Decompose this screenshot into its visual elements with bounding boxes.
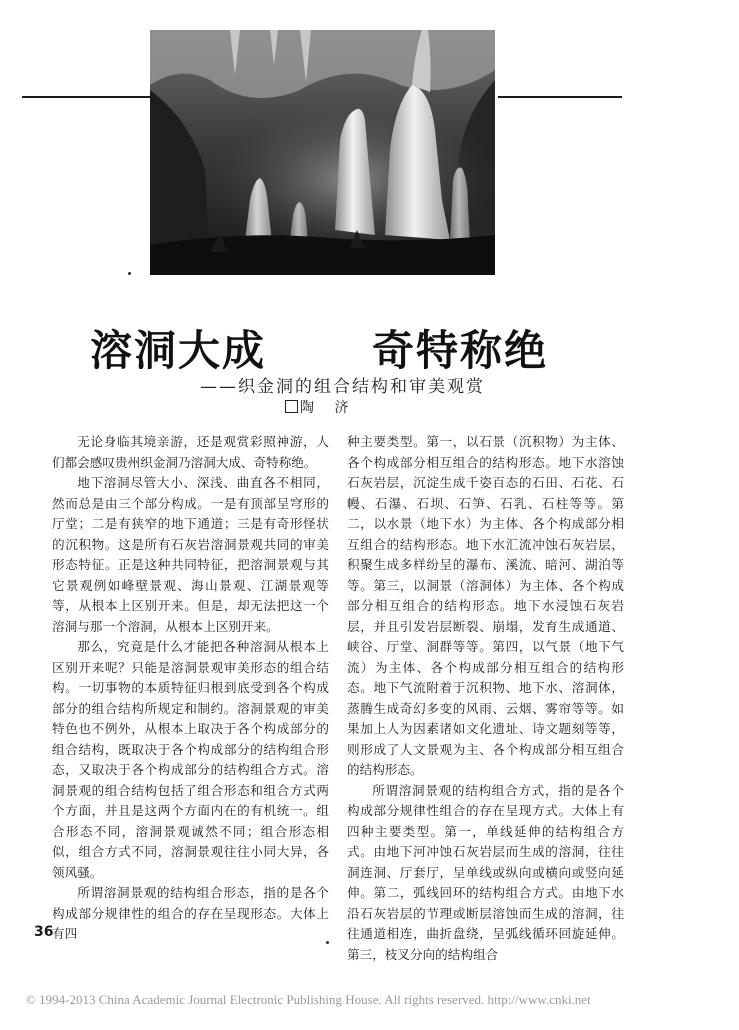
title-part-2: 奇特称绝 [372, 326, 549, 375]
author-box-icon [285, 400, 298, 413]
copyright-footer: © 1994-2013 China Academic Journal Electronic Publishing House. All rights reserved. http://www.cnki.net [26, 992, 591, 1007]
cave-photo [150, 30, 495, 275]
author-name: 陶 济 [300, 400, 357, 416]
page-number: 36 [34, 924, 54, 940]
cave-stalagmite-photo-icon [150, 30, 495, 275]
header-rule-left [22, 96, 152, 98]
print-speck [128, 272, 131, 275]
paragraph: 那么，究竟是什么才能把各种溶洞从根本上区别开来呢？只能是溶洞景观审美形态的组合结构。一切事物的本质特征归根到底受到各个构成部分的组合结构所规定和制约。溶洞景观的审美特色也不例外，从根本上取决于各个构成部分的组合结构，既取决于各个构成部分的结构组合形态，又取决于各个构成部分的结构组合方式。溶洞景观的组合结构包括了组合形态和组合方式两个方面，并且是这两个方面内在的有机统一。组合形态不同，溶洞景观诚然不同；组合形态相似，组合方式不同，溶洞景观往往小同大异，各领风骚。 [52, 639, 329, 880]
paragraph: 所谓溶洞景观的结构组合方式，指的是各个构成部分规律性组合的存在呈现方式。大体上有四种主要类型。第一，单线延伸的结构组合方式。由地下河冲蚀石灰岩层而生成的溶洞，往往洞连洞、厅套厅，呈单线或纵向或横向或竖向延伸。第二，弧线回环的结构组合方式。由地下水沿石灰岩层的节理或断层溶蚀而生成的溶洞，往往通道相连，曲折盘绕，呈弧线循环回旋延伸。第三，枝叉分向的结构组合 [347, 782, 624, 962]
article-column-right [347, 432, 624, 965]
paragraph: 种主要类型。第一，以石景（沉积物）为主体、各个构成部分相互组合的结构形态。地下水溶蚀石灰岩层，沉淀生成千姿百态的石田、石花、石幔、石瀑、石坝、石笋、石乳、石柱等等。第二，以水景（地下水）为主体、各个构成部分相互组合的结构形态。地下水汇流冲蚀石灰岩层，积聚生成多样纷呈的瀑布、溪流、暗河、湖泊等等。第三，以洞景（溶洞体）为主体、各个构成部分相互组合的结构形态。地下水浸蚀石灰岩层，并且引发岩层断裂、崩塌，发育生成通道、峡谷、厅堂、洞群等等。第四，以气景（地下气流）为主体、各个构成部分相互组合的结构形态。地下气流附着于沉积物、地下水、溶洞体，蒸腾生成奇幻多变的风雨、云烟、雾帘等等。如果加上人为因素诸如文化遗址、诗文题刻等等，则形成了人文景观为主、各个构成部分相互组合的结构形态。 [347, 434, 624, 777]
article-subtitle: ——织金洞的组合结构和审美观赏 [200, 377, 485, 397]
paragraph: 无论身临其境亲游，还是观赏彩照神游，人们都会感叹贵州织金洞乃溶洞大成、奇特称绝。 [52, 434, 329, 470]
title-part-1: 溶洞大成 [90, 326, 267, 375]
article-column-left [52, 432, 329, 945]
header-rule-right [498, 96, 622, 98]
paragraph: 所谓溶洞景观的结构组合形态，指的是各个构成部分规律性的组合的存在呈现形态。大体上有四 [52, 885, 329, 941]
author-line [285, 397, 356, 417]
paragraph: 地下溶洞尽管大小、深浅、曲直各不相同，然而总是由三个部分构成。一是有顶部呈穹形的厅堂；二是有狭窄的地下通道；三是有奇形怪状的沉积物。这是所有石灰岩溶洞景观共同的审美形态特征。正是这种共同特征，把溶洞景观与其它景观例如峰壁景观、海山景观、江湖景观等等，从根本上区别开来。但是，却无法把这一个溶洞与那一个溶洞，从根本上区别开来。 [52, 475, 329, 634]
